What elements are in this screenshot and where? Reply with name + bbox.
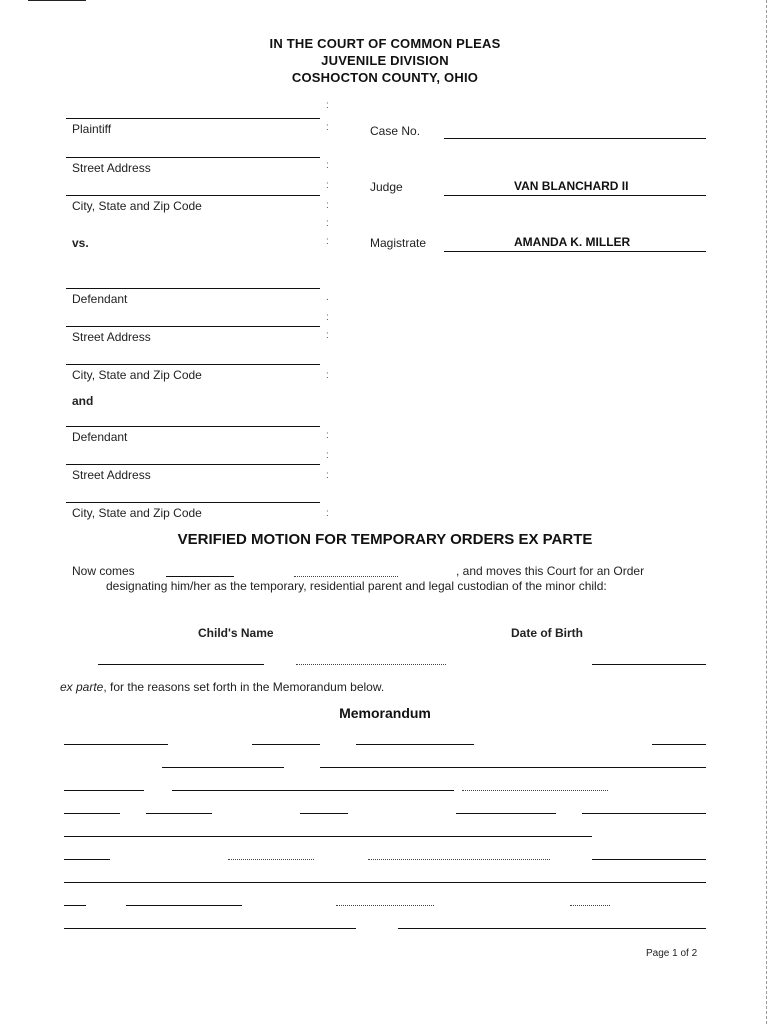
- memo-line[interactable]: [228, 859, 314, 860]
- memo-line[interactable]: [456, 813, 556, 814]
- page-number: Page 1 of 2: [646, 948, 698, 959]
- court-division: JUVENILE DIVISION: [321, 53, 449, 68]
- plaintiff-line[interactable]: [66, 118, 320, 119]
- memo-line[interactable]: [252, 744, 320, 745]
- case-no-label: Case No.: [370, 124, 421, 138]
- city2-line[interactable]: [66, 364, 320, 365]
- plaintiff-label: Plaintiff: [72, 122, 112, 136]
- memo-line[interactable]: [592, 859, 706, 860]
- colon-mark: :: [326, 160, 329, 171]
- magistrate-label: Magistrate: [370, 236, 427, 250]
- case-no-field[interactable]: [444, 138, 706, 139]
- memo-line[interactable]: [582, 813, 706, 814]
- colon-mark: :: [326, 470, 329, 481]
- memo-line[interactable]: [126, 905, 242, 906]
- colon-mark: :: [326, 330, 329, 341]
- memo-line[interactable]: [64, 813, 120, 814]
- street3-label: Street Address: [72, 468, 151, 482]
- movant-name-line[interactable]: [294, 576, 398, 577]
- memorandum-title: Memorandum: [339, 705, 431, 721]
- colon-mark: :: [326, 508, 329, 519]
- defendant1-line[interactable]: [66, 288, 320, 289]
- now-comes-text: Now comes: [72, 564, 135, 578]
- memo-line[interactable]: [64, 928, 356, 929]
- colon-mark: :: [326, 180, 329, 191]
- memo-line[interactable]: [570, 905, 610, 906]
- colon-mark: :: [326, 450, 329, 461]
- city1-label: City, State and Zip Code: [72, 199, 202, 213]
- memo-line[interactable]: [356, 744, 474, 745]
- defendant2-label: Defendant: [72, 430, 128, 444]
- judge-value: VAN BLANCHARD II: [514, 179, 629, 193]
- city2-label: City, State and Zip Code: [72, 368, 202, 382]
- vs-label: vs.: [72, 236, 89, 250]
- memo-line[interactable]: [64, 905, 86, 906]
- memo-line[interactable]: [64, 790, 144, 791]
- motion-title: VERIFIED MOTION FOR TEMPORARY ORDERS EX PARTE: [177, 531, 593, 548]
- colon-mark: :: [326, 430, 329, 441]
- street1-line[interactable]: [66, 157, 320, 158]
- memo-line[interactable]: [64, 859, 110, 860]
- colon-mark: :: [326, 200, 329, 211]
- designating-text: designating him/her as the temporary, residential parent and legal custodian of the minor child:: [106, 579, 607, 593]
- colon-mark: .: [326, 292, 329, 303]
- judge-label: Judge: [370, 180, 403, 194]
- memo-line[interactable]: [320, 767, 706, 768]
- memo-line[interactable]: [368, 859, 550, 860]
- dob-header: Date of Birth: [511, 626, 583, 640]
- street3-line[interactable]: [66, 464, 320, 465]
- memo-line[interactable]: [146, 813, 212, 814]
- memo-line[interactable]: [652, 744, 706, 745]
- reasons-tail: , for the reasons set forth in the Memorandum below.: [103, 680, 385, 694]
- memo-line[interactable]: [64, 882, 706, 883]
- reasons-text: [60, 680, 384, 694]
- magistrate-value: AMANDA K. MILLER: [514, 235, 631, 249]
- colon-mark: :: [326, 236, 329, 247]
- city3-label: City, State and Zip Code: [72, 506, 202, 520]
- child-name-field[interactable]: [98, 664, 264, 665]
- judge-field[interactable]: [444, 195, 706, 196]
- court-name: IN THE COURT OF COMMON PLEAS: [269, 36, 501, 51]
- memo-line[interactable]: [162, 767, 284, 768]
- child-name-header: Child's Name: [198, 626, 274, 640]
- street2-label: Street Address: [72, 330, 151, 344]
- colon-mark: :: [326, 100, 329, 111]
- colon-mark: :: [326, 370, 329, 381]
- defendant2-line[interactable]: [66, 426, 320, 427]
- street2-line[interactable]: [66, 326, 320, 327]
- colon-mark: :: [326, 218, 329, 229]
- scan-mark: [28, 0, 86, 2]
- movant-name-line[interactable]: [166, 576, 234, 577]
- magistrate-field[interactable]: [444, 251, 706, 252]
- memo-line[interactable]: [172, 790, 454, 791]
- colon-mark: :: [326, 312, 329, 323]
- moves-text: , and moves this Court for an Order: [456, 564, 645, 578]
- ex-parte-text: ex parte: [60, 680, 104, 694]
- memo-line[interactable]: [398, 928, 706, 929]
- dob-field[interactable]: [592, 664, 706, 665]
- street1-label: Street Address: [72, 161, 151, 175]
- court-county: COSHOCTON COUNTY, OHIO: [291, 70, 479, 85]
- defendant1-label: Defendant: [72, 292, 128, 306]
- memo-line[interactable]: [462, 790, 608, 791]
- child-name-field[interactable]: [296, 664, 446, 665]
- city1-line[interactable]: [66, 195, 320, 196]
- memo-line[interactable]: [300, 813, 348, 814]
- memo-line[interactable]: [336, 905, 434, 906]
- colon-mark: :: [326, 122, 329, 133]
- city3-line[interactable]: [66, 502, 320, 503]
- memo-line[interactable]: [64, 836, 592, 837]
- and-label: and: [72, 394, 94, 408]
- memo-line[interactable]: [64, 744, 168, 745]
